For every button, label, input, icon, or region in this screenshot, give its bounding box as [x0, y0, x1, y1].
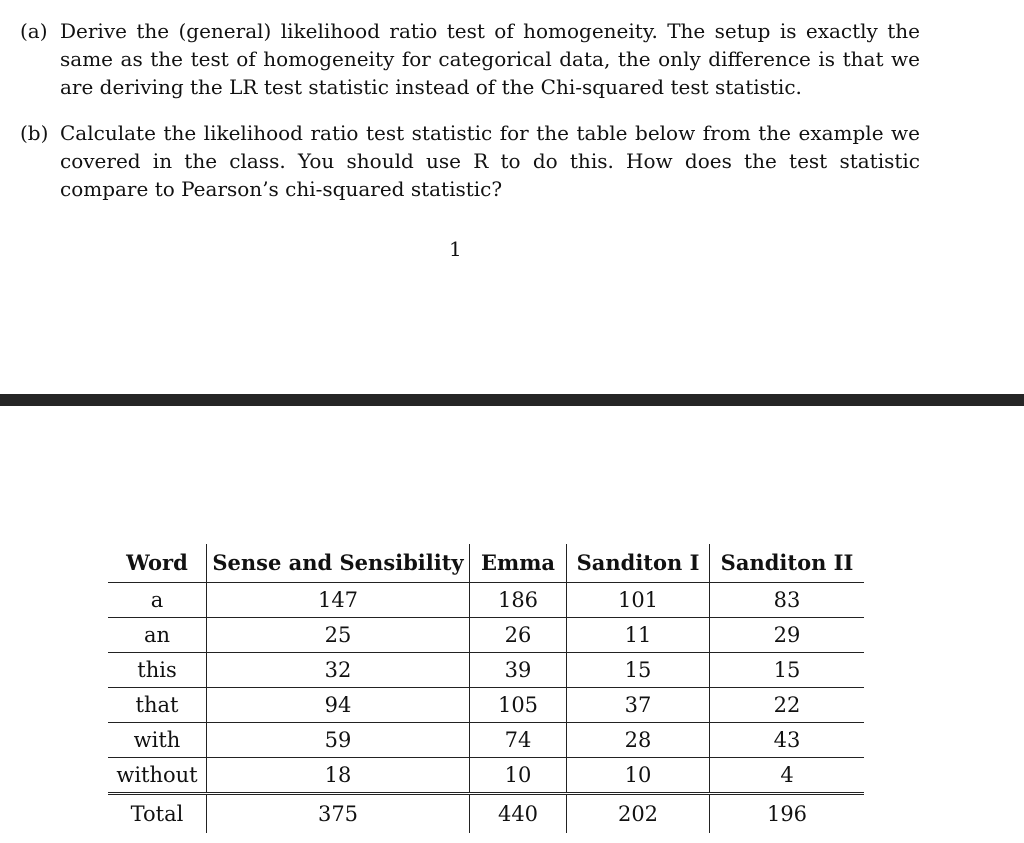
cell-value: 59 [207, 723, 470, 758]
question-a-label: (a) [20, 19, 48, 43]
question-a-text: Derive the (general) likelihood ratio test of homogeneity. The setup is exactly the same as the test of homogeneity for categorical data, the only difference is that we are deriving the LR test statistic instead of the Chi-squared test statistic. [60, 19, 920, 99]
cell-value: 43 [710, 723, 865, 758]
cell-value: 26 [470, 618, 567, 653]
cell-value: 37 [567, 688, 710, 723]
cell-value: 18 [207, 758, 470, 794]
table-row [108, 723, 864, 758]
cell-value: 83 [710, 583, 865, 618]
question-b-text: Calculate the likelihood ratio test statistic for the table below from the example we covered in the class. You should use R to do this. How does the test statistic compare to Pearson’s chi-squared statistic? [60, 121, 920, 201]
cell-word: an [108, 618, 207, 653]
cell-value: 29 [710, 618, 865, 653]
header-word: Word [108, 544, 207, 583]
cell-value: 74 [470, 723, 567, 758]
cell-value: 39 [470, 653, 567, 688]
cell-value: 32 [207, 653, 470, 688]
cell-value: 25 [207, 618, 470, 653]
question-b-label: (b) [20, 121, 49, 145]
header-sanditon-i: Sanditon I [567, 544, 710, 583]
header-sanditon-ii: Sanditon II [710, 544, 865, 583]
table-row [108, 618, 864, 653]
cell-value: 22 [710, 688, 865, 723]
table-row [108, 688, 864, 723]
cell-word: with [108, 723, 207, 758]
cell-value: 94 [207, 688, 470, 723]
cell-value: 101 [567, 583, 710, 618]
page-top [0, 0, 1024, 394]
page-number: 1 [449, 237, 462, 261]
cell-value: 15 [567, 653, 710, 688]
header-sense-and-sensibility: Sense and Sensibility [207, 544, 470, 583]
total-label: Total [108, 794, 207, 834]
cell-value: 11 [567, 618, 710, 653]
page-divider [0, 394, 1024, 406]
total-value: 196 [766, 802, 808, 826]
total-value: 202 [567, 794, 710, 834]
table-total-row [108, 794, 864, 834]
cell-word: that [108, 688, 207, 723]
cell-value: 28 [567, 723, 710, 758]
header-emma: Emma [470, 544, 567, 583]
table-row [108, 653, 864, 688]
question-b [20, 119, 920, 203]
cell-value: 147 [207, 583, 470, 618]
total-value: 375 [207, 794, 470, 834]
table-header-row [108, 544, 864, 583]
cell-word: without [108, 758, 207, 794]
cell-value: 186 [470, 583, 567, 618]
table-row [108, 583, 864, 618]
cell-value: 10 [470, 758, 567, 794]
table-row [108, 758, 864, 794]
total-value: 440 [470, 794, 567, 834]
cell-value: 105 [470, 688, 567, 723]
cell-word: this [108, 653, 207, 688]
cell-value: 15 [710, 653, 865, 688]
cell-value: 4 [710, 758, 865, 794]
cell-word: a [108, 583, 207, 618]
question-a [20, 17, 920, 101]
word-frequency-table [108, 544, 864, 833]
cell-value: 10 [567, 758, 710, 794]
